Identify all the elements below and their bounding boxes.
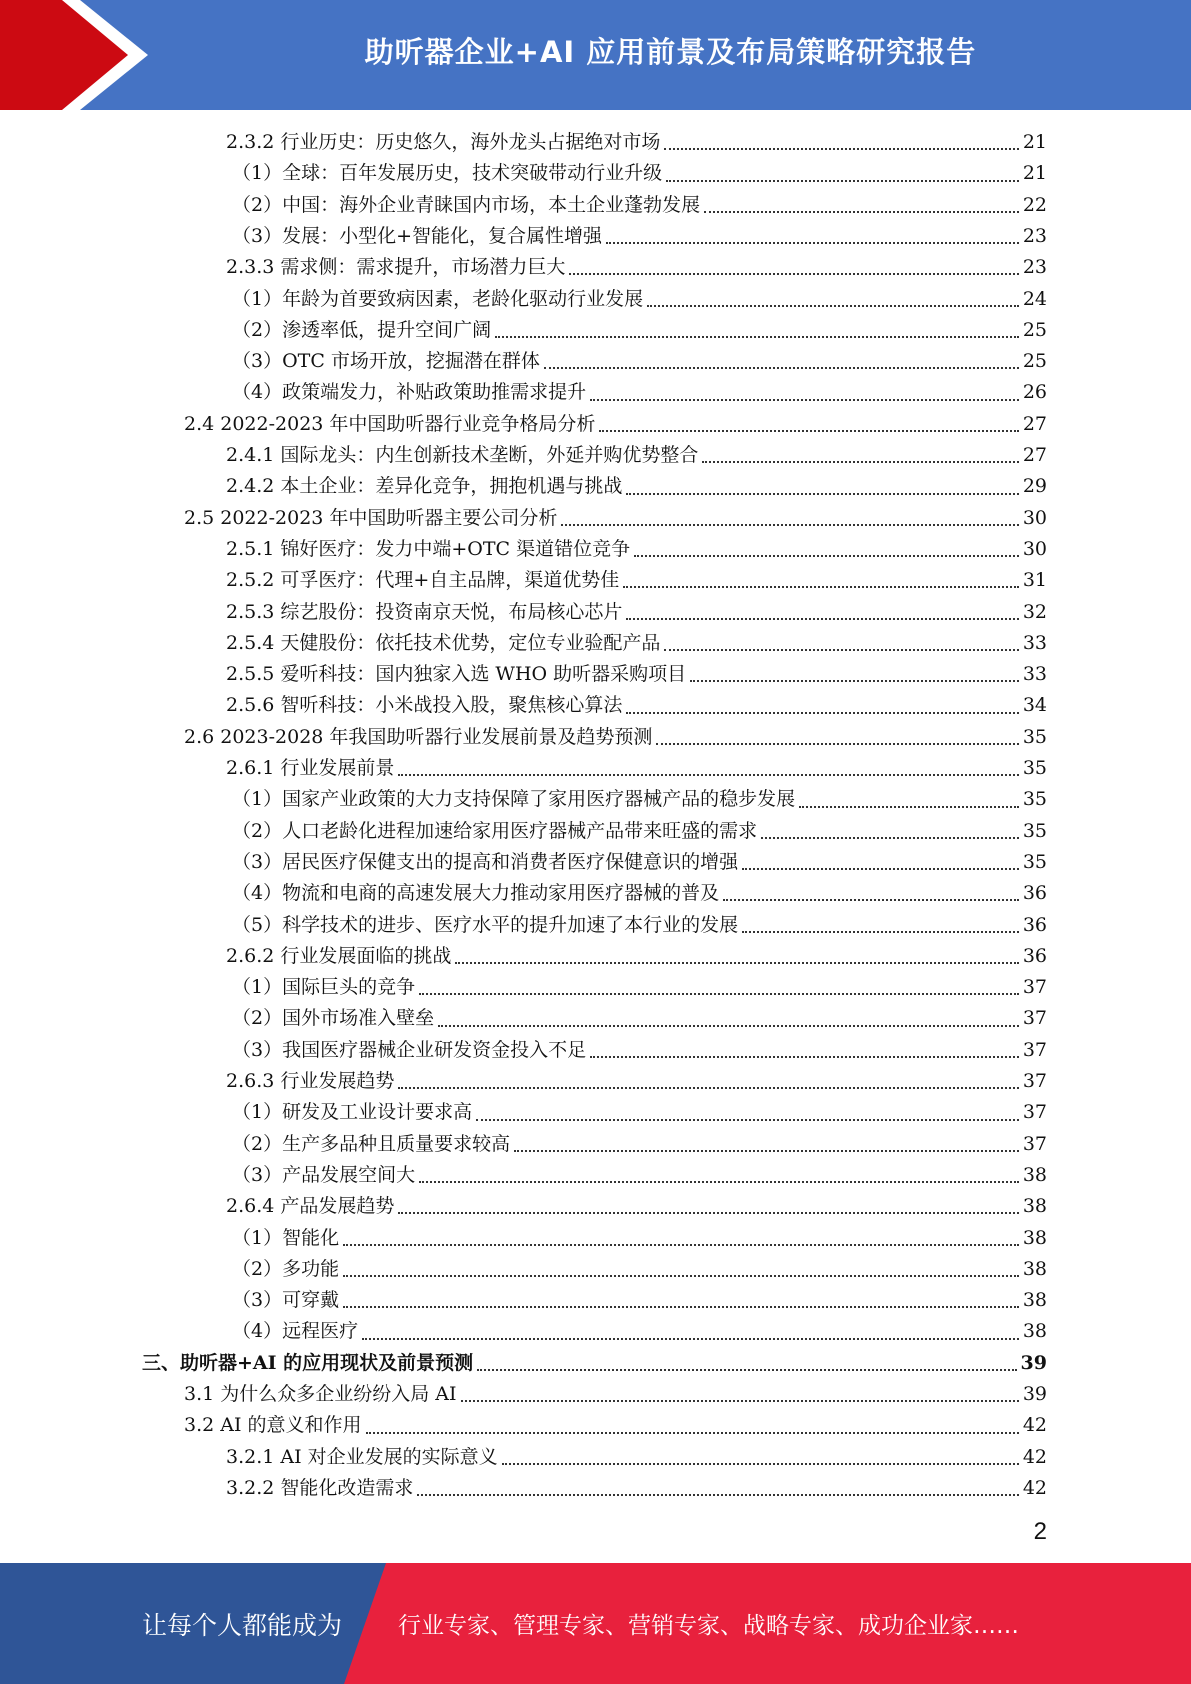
- toc-entry-page: 42: [1022, 1445, 1047, 1468]
- toc-entry-page: 30: [1022, 537, 1047, 560]
- footer-slogan-right: 行业专家、管理专家、营销专家、战略专家、成功企业家……: [398, 1613, 1019, 1639]
- toc-entry-label: 2.6.1 行业发展前景: [226, 757, 395, 779]
- toc-entry[interactable]: [232, 377, 1047, 408]
- toc-entry-label: 2.4.2 本土企业：差异化竞争，拥抱机遇与挑战: [226, 475, 623, 498]
- toc-dot-leader: [419, 993, 1019, 995]
- toc-entry-label: 2.4 2022-2023 年中国助听器行业竞争格局分析: [184, 412, 596, 435]
- toc-entry[interactable]: [142, 1348, 1047, 1379]
- toc-dot-leader: [626, 618, 1018, 620]
- toc-entry-label: （2）生产多品种且质量要求较高: [232, 1132, 511, 1155]
- toc-entry[interactable]: [232, 221, 1047, 252]
- toc-entry[interactable]: [226, 471, 1047, 502]
- toc-dot-leader: [477, 1369, 1016, 1371]
- toc-dot-leader: [704, 211, 1019, 213]
- toc-entry-page: 35: [1022, 850, 1047, 873]
- toc-entry[interactable]: [232, 1285, 1047, 1316]
- toc-entry-page: 38: [1022, 1257, 1047, 1280]
- toc-entry-page: 24: [1022, 287, 1047, 310]
- toc-entry-page: 36: [1022, 882, 1047, 905]
- toc-entry[interactable]: [232, 346, 1047, 377]
- toc-entry-page: 34: [1022, 694, 1047, 717]
- toc-dot-leader: [742, 931, 1019, 933]
- toc-entry-label: （2）中国：海外企业青睐国内市场，本土企业蓬勃发展: [232, 193, 701, 216]
- toc-dot-leader: [417, 1494, 1018, 1496]
- toc-entry[interactable]: [232, 1129, 1047, 1160]
- toc-entry-page: 32: [1022, 600, 1047, 623]
- toc-dot-leader: [664, 148, 1018, 150]
- toc-entry[interactable]: [232, 847, 1047, 878]
- toc-entry-page: 21: [1022, 131, 1047, 153]
- toc-entry[interactable]: [232, 190, 1047, 221]
- toc-dot-leader: [647, 305, 1019, 307]
- toc-entry-label: （3）我国医疗器械企业研发资金投入不足: [232, 1038, 587, 1061]
- toc-entry[interactable]: [232, 158, 1047, 189]
- toc-entry-page: 38: [1022, 1320, 1047, 1343]
- toc-entry-label: 三、助听器+AI 的应用现状及前景预测: [142, 1351, 474, 1374]
- toc-dot-leader: [666, 180, 1019, 182]
- toc-dot-leader: [606, 242, 1019, 244]
- toc-entry-page: 36: [1022, 913, 1047, 936]
- toc-dot-leader: [702, 461, 1018, 463]
- toc-entry-page: 25: [1022, 318, 1047, 341]
- toc-entry-label: 2.6.2 行业发展面临的挑战: [226, 944, 452, 967]
- toc-entry-page: 36: [1022, 944, 1047, 967]
- toc-dot-leader: [398, 1087, 1018, 1089]
- toc-entry-label: 2.5.2 可孚医疗：代理+自主品牌，渠道优势佳: [226, 569, 620, 592]
- toc-entry-label: 3.2 AI 的意义和作用: [184, 1414, 362, 1437]
- toc-entry-page: 35: [1022, 757, 1047, 779]
- toc-dot-leader: [723, 899, 1019, 901]
- toc-entry-page: 37: [1022, 1007, 1047, 1030]
- toc-entry-page: 39: [1020, 1351, 1047, 1374]
- toc-dot-leader: [634, 555, 1019, 557]
- toc-entry-page: 35: [1022, 819, 1047, 842]
- toc-dot-leader: [455, 962, 1018, 964]
- toc-entry-label: （1）年龄为首要致病因素，老龄化驱动行业发展: [232, 287, 644, 310]
- toc-entry[interactable]: [226, 534, 1047, 565]
- toc-entry-label: （4）远程医疗: [232, 1320, 359, 1343]
- page-number: 2: [1033, 1518, 1047, 1545]
- toc-entry-label: （3）发展：小型化+智能化，复合属性增强: [232, 224, 603, 247]
- toc-entry[interactable]: [184, 1379, 1047, 1410]
- toc-entry-label: （2）渗透率低，提升空间广阔: [232, 318, 492, 341]
- toc-entry-page: 39: [1022, 1383, 1047, 1405]
- toc-entry-label: （2）人口老龄化进程加速给家用医疗器械产品带来旺盛的需求: [232, 819, 758, 842]
- toc-dot-leader: [419, 1181, 1019, 1183]
- toc-entry-page: 27: [1022, 444, 1047, 466]
- toc-dot-leader: [664, 649, 1018, 651]
- toc-entry[interactable]: [226, 597, 1047, 628]
- toc-entry[interactable]: [232, 784, 1047, 815]
- toc-entry[interactable]: [226, 753, 1047, 784]
- toc-dot-leader: [366, 1432, 1019, 1434]
- toc-entry[interactable]: [226, 127, 1047, 158]
- toc-entry-page: 29: [1022, 475, 1047, 498]
- toc-entry[interactable]: [232, 1003, 1047, 1034]
- toc-entry-label: 2.5.4 天健股份：依托技术优势，定位专业验配产品: [226, 631, 661, 654]
- toc-entry-page: 25: [1022, 350, 1047, 373]
- toc-entry[interactable]: [226, 659, 1047, 690]
- toc-dot-leader: [398, 1212, 1018, 1214]
- toc-entry-label: 2.3.2 行业历史：历史悠久，海外龙头占据绝对市场: [226, 131, 661, 153]
- toc-entry[interactable]: [226, 1442, 1047, 1473]
- toc-entry-page: 21: [1022, 162, 1047, 185]
- toc-entry-label: 3.2.2 智能化改造需求: [226, 1476, 414, 1499]
- toc-entry-label: （3）产品发展空间大: [232, 1163, 416, 1186]
- toc-entry-page: 37: [1022, 1132, 1047, 1155]
- toc-entry-label: （1）全球：百年发展历史，技术突破带动行业升级: [232, 162, 663, 185]
- toc-entry[interactable]: [226, 941, 1047, 972]
- toc-dot-leader: [461, 1400, 1019, 1402]
- toc-entry-page: 38: [1022, 1163, 1047, 1186]
- toc-dot-leader: [599, 430, 1018, 432]
- toc-dot-leader: [626, 712, 1018, 714]
- toc-entry[interactable]: [232, 1160, 1047, 1191]
- toc-dot-leader: [799, 806, 1019, 808]
- toc-dot-leader: [569, 273, 1018, 275]
- toc-entry-page: 23: [1022, 256, 1047, 279]
- toc-entry-label: 2.5 2022-2023 年中国助听器主要公司分析: [184, 506, 558, 529]
- toc-entry-page: 26: [1022, 381, 1047, 404]
- toc-dot-leader: [343, 1275, 1019, 1277]
- toc-entry[interactable]: [232, 1254, 1047, 1285]
- toc-dot-leader: [362, 1338, 1019, 1340]
- toc-entry-label: 2.5.1 锦好医疗：发力中端+OTC 渠道错位竞争: [226, 537, 631, 560]
- toc-entry[interactable]: [226, 252, 1047, 283]
- toc-entry[interactable]: [226, 628, 1047, 659]
- toc-dot-leader: [561, 524, 1018, 526]
- report-title: 助听器企业+AI 应用前景及布局策略研究报告: [364, 34, 977, 69]
- toc-entry-page: 38: [1022, 1195, 1047, 1218]
- toc-entry-label: 2.5.3 综艺股份：投资南京天悦，布局核心芯片: [226, 600, 623, 623]
- toc-dot-leader: [514, 1150, 1019, 1152]
- toc-entry-label: （1）研发及工业设计要求高: [232, 1101, 473, 1124]
- toc-entry[interactable]: [232, 1097, 1047, 1128]
- toc-dot-leader: [343, 1306, 1019, 1308]
- toc-dot-leader: [476, 1119, 1019, 1121]
- report-header: [0, 0, 1191, 110]
- toc-entry-label: 2.4.1 国际龙头：内生创新技术垄断，外延并购优势整合: [226, 444, 699, 466]
- toc-entry-label: （3）可穿戴: [232, 1289, 340, 1312]
- toc-dot-leader: [438, 1025, 1019, 1027]
- toc-entry[interactable]: [232, 878, 1047, 909]
- toc-entry-label: 3.1 为什么众多企业纷纷入局 AI: [184, 1383, 457, 1405]
- toc-entry-page: 33: [1022, 663, 1047, 686]
- toc-entry-page: 30: [1022, 506, 1047, 529]
- toc-entry-page: 27: [1022, 412, 1047, 435]
- toc-entry-label: 3.2.1 AI 对企业发展的实际意义: [226, 1445, 498, 1468]
- toc-dot-leader: [590, 1056, 1019, 1058]
- toc-entry-label: 2.6.3 行业发展趋势: [226, 1070, 395, 1092]
- toc-entry-page: 38: [1022, 1226, 1047, 1249]
- toc-entry-label: （2）多功能: [232, 1257, 340, 1280]
- toc-entry[interactable]: [184, 409, 1047, 440]
- toc-entry-page: 37: [1022, 1070, 1047, 1092]
- toc-dot-leader: [343, 1244, 1019, 1246]
- toc-entry-label: （2）国外市场准入壁垒: [232, 1007, 435, 1030]
- toc-entry-label: 2.3.3 需求侧：需求提升，市场潜力巨大: [226, 256, 566, 279]
- toc-entry[interactable]: [184, 503, 1047, 534]
- toc-entry[interactable]: [226, 565, 1047, 596]
- toc-entry-label: （3）居民医疗保健支出的提高和消费者医疗保健意识的增强: [232, 850, 739, 873]
- toc-entry-label: 2.5.6 智听科技：小米战投入股，聚焦核心算法: [226, 694, 623, 717]
- toc-entry-page: 33: [1022, 631, 1047, 654]
- footer-slogan-left: 让每个人都能成为: [142, 1610, 343, 1640]
- toc-entry[interactable]: [226, 440, 1047, 471]
- toc-entry-label: （1）智能化: [232, 1226, 340, 1249]
- toc-entry[interactable]: [232, 1223, 1047, 1254]
- toc-entry-label: （1）国家产业政策的大力支持保障了家用医疗器械产品的稳步发展: [232, 788, 796, 811]
- toc-entry[interactable]: [226, 690, 1047, 721]
- toc-dot-leader: [623, 586, 1019, 588]
- toc-entry[interactable]: [232, 972, 1047, 1003]
- toc-entry-label: （1）国际巨头的竞争: [232, 976, 416, 999]
- toc-entry-label: 2.5.5 爱听科技：国内独家入选 WHO 助听器采购项目: [226, 663, 687, 686]
- toc-entry[interactable]: [226, 1191, 1047, 1222]
- toc-dot-leader: [656, 743, 1018, 745]
- toc-dot-leader: [544, 367, 1019, 369]
- toc-entry[interactable]: [226, 1066, 1047, 1097]
- toc-dot-leader: [398, 774, 1018, 776]
- toc-entry-label: （5）科学技术的进步、医疗水平的提升加速了本行业的发展: [232, 913, 739, 936]
- toc-entry[interactable]: [184, 722, 1047, 753]
- report-footer: [0, 1563, 1191, 1684]
- toc-entry-label: （3）OTC 市场开放，挖掘潜在群体: [232, 350, 540, 373]
- toc-entry-label: （4）政策端发力，补贴政策助推需求提升: [232, 381, 587, 404]
- toc-entry-page: 42: [1022, 1414, 1047, 1437]
- toc-entry-page: 31: [1022, 569, 1047, 592]
- toc-entry-page: 35: [1022, 725, 1047, 748]
- toc-entry[interactable]: [232, 816, 1047, 847]
- toc-entry[interactable]: [232, 1316, 1047, 1347]
- toc-entry-label: （4）物流和电商的高速发展大力推动家用医疗器械的普及: [232, 882, 720, 905]
- toc-dot-leader: [502, 1463, 1019, 1465]
- toc-entry-page: 37: [1022, 976, 1047, 999]
- toc-entry[interactable]: [226, 1473, 1047, 1504]
- toc-dot-leader: [495, 336, 1019, 338]
- toc-dot-leader: [742, 868, 1019, 870]
- toc-dot-leader: [590, 399, 1019, 401]
- toc-entry-page: 22: [1022, 193, 1047, 216]
- toc-entry[interactable]: [232, 910, 1047, 941]
- toc-entry-page: 35: [1022, 788, 1047, 811]
- toc-entry[interactable]: [232, 1035, 1047, 1066]
- toc-dot-leader: [761, 837, 1019, 839]
- toc-entry-page: 42: [1022, 1476, 1047, 1499]
- toc-entry-page: 37: [1022, 1101, 1047, 1124]
- toc-entry-label: 2.6.4 产品发展趋势: [226, 1195, 395, 1218]
- toc-entry[interactable]: [184, 1410, 1047, 1441]
- toc-entry-label: 2.6 2023-2028 年我国助听器行业发展前景及趋势预测: [184, 725, 653, 748]
- toc-entry[interactable]: [232, 284, 1047, 315]
- toc-entry[interactable]: [232, 315, 1047, 346]
- toc-entry-page: 23: [1022, 224, 1047, 247]
- toc-dot-leader: [626, 493, 1018, 495]
- toc-dot-leader: [690, 680, 1019, 682]
- toc-entry-page: 38: [1022, 1289, 1047, 1312]
- toc-entry-page: 37: [1022, 1038, 1047, 1061]
